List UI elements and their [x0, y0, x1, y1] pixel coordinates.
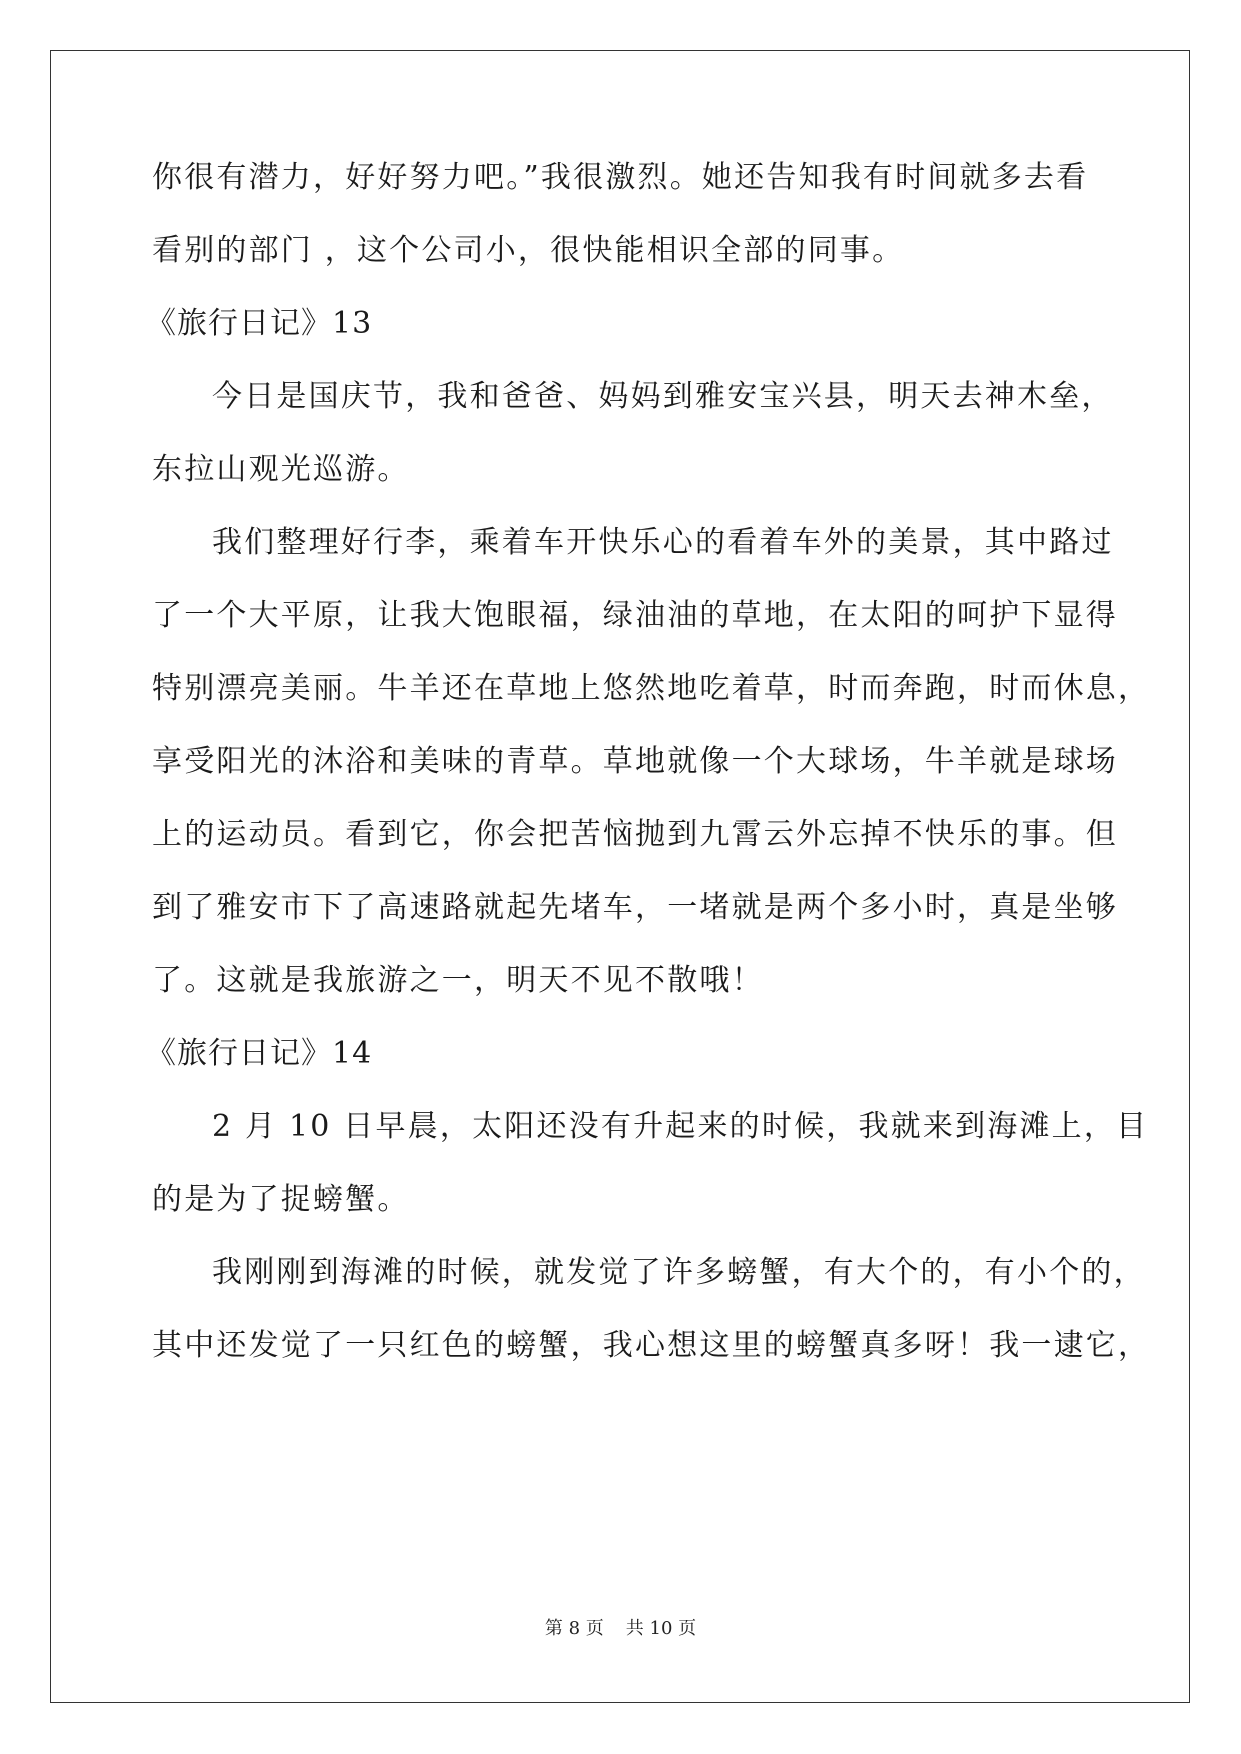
text-line: 看别的部门 ，这个公司小，很快能相识全部的同事。 — [152, 233, 905, 268]
text-line: 了。这就是我旅游之一，明天不见不散哦！ — [152, 963, 764, 998]
text-line: 其中还发觉了一只红色的螃蟹，我心想这里的螃蟹真多呀！我一逮它， — [152, 1328, 1151, 1363]
text-line: 上的运动员。看到它，你会把苦恼抛到九霄云外忘掉不快乐的事。但 — [152, 817, 1118, 852]
page-footer — [0, 1617, 1241, 1641]
text-line: 你很有潜力，好好努力吧。”我很激烈。她还告知我有时间就多去看 — [152, 160, 1089, 195]
page-border — [50, 50, 1190, 1703]
section-heading: 《旅行日记》14 — [146, 1036, 373, 1071]
text-line: 了一个大平原，让我大饱眼福，绿油油的草地，在太阳的呵护下显得 — [152, 598, 1118, 633]
page-number: 第 8 页 — [544, 1618, 604, 1639]
page-total: 共 10 页 — [625, 1618, 697, 1639]
text-line: 的是为了捉螃蟹。 — [152, 1182, 410, 1217]
text-line: 到了雅安市下了高速路就起先堵车，一堵就是两个多小时，真是坐够 — [152, 890, 1118, 925]
paragraph-start: 今日是国庆节，我和爸爸、妈妈到雅安宝兴县，明天去神木垒， — [212, 379, 1114, 414]
paragraph-start: 我们整理好行李，乘着车开快乐心的看着车外的美景，其中路过 — [212, 525, 1114, 560]
section-heading: 《旅行日记》13 — [146, 306, 373, 341]
paragraph-start: 2 月 10 日早晨，太阳还没有升起来的时候，我就来到海滩上，目 — [212, 1109, 1149, 1144]
text-line: 特别漂亮美丽。牛羊还在草地上悠然地吃着草，时而奔跑，时而休息， — [152, 671, 1151, 706]
text-line: 享受阳光的沐浴和美味的青草。草地就像一个大球场，牛羊就是球场 — [152, 744, 1118, 779]
text-line: 东拉山观光巡游。 — [152, 452, 410, 487]
paragraph-start: 我刚刚到海滩的时候，就发觉了许多螃蟹，有大个的，有小个的， — [212, 1255, 1146, 1290]
